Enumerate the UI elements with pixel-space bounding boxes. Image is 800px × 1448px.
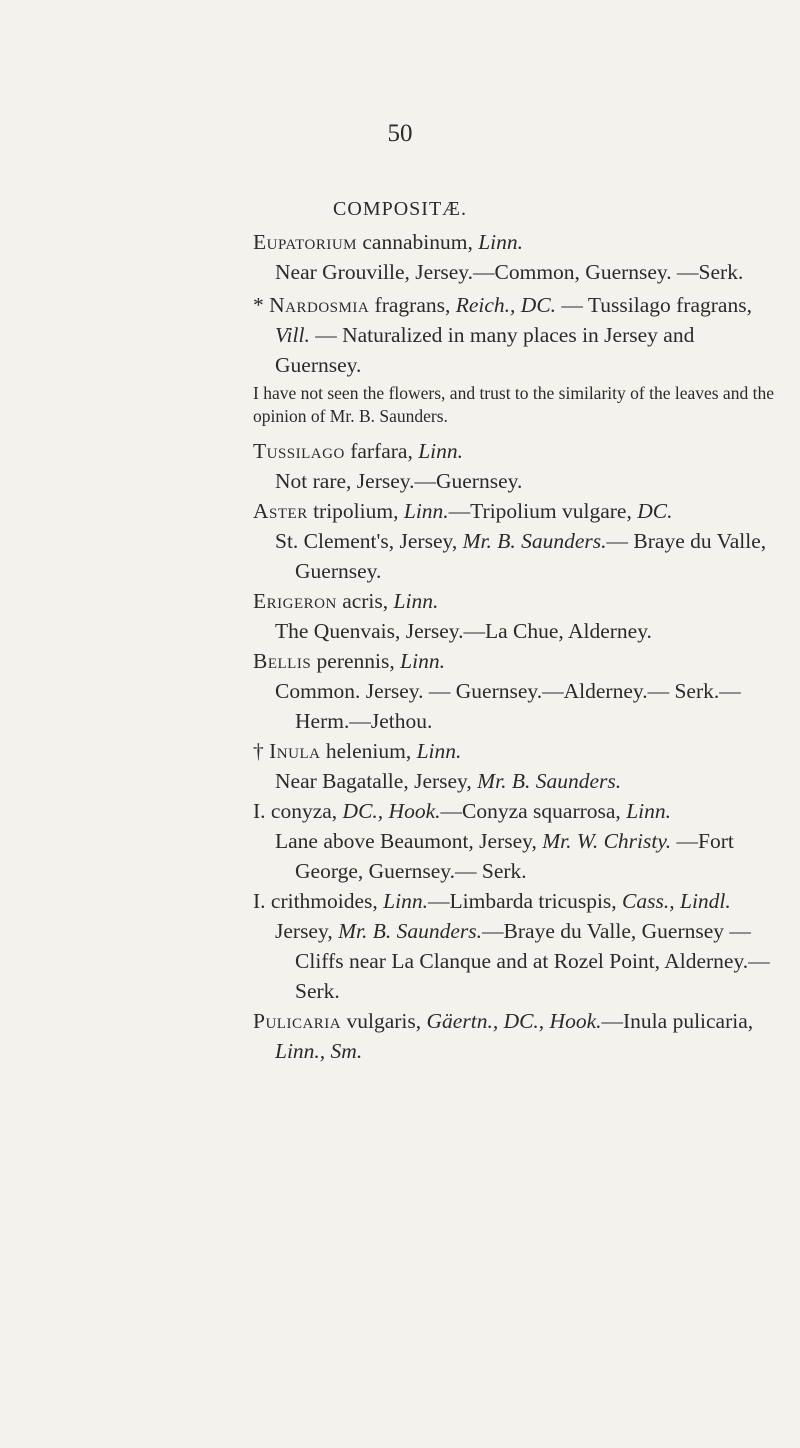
authority: Linn.	[416, 739, 462, 763]
species-entry-erigeron	[253, 586, 783, 616]
species-entry-aster	[253, 496, 783, 526]
authority: Linn.	[403, 499, 449, 523]
locality-text: Near Grouville, Jersey.—Common, Guernsey. —Serk.	[275, 260, 744, 284]
genus-name: Inula	[269, 739, 321, 763]
species-name: perennis,	[311, 649, 401, 673]
locality-text: —Fort George, Guernsey.— Serk.	[295, 829, 734, 883]
locality-entry	[253, 826, 783, 886]
locality-text: Common. Jersey. — Guernsey.—Alderney.— Serk.—Herm.—Jethou.	[275, 679, 741, 733]
species-entry-inula-crithmoides	[253, 886, 783, 916]
species-entry-inula-helenium	[253, 736, 783, 766]
genus-name: Aster	[253, 499, 308, 523]
section-title: COMPOSITÆ.	[333, 198, 467, 220]
genus-name: Erigeron	[253, 589, 337, 613]
species-entry-nardosmia	[253, 290, 783, 380]
synonym-text: — Tussilago fragrans,	[556, 293, 752, 317]
species-entry-bellis	[253, 646, 783, 676]
collector: Mr. B. Saunders.	[338, 919, 483, 943]
collector: Mr. B. Saunders.	[477, 769, 622, 793]
locality-text: —Braye du Valle, Guernsey —Cliffs near La Clanque and at Rozel Point, Alderney.—Serk.	[295, 919, 770, 1003]
locality-entry	[253, 526, 783, 586]
locality-text: — Braye du Valle, Guernsey.	[295, 529, 767, 583]
synonym-authority: DC.	[637, 499, 673, 523]
authority: Reich., DC.	[455, 293, 557, 317]
genus-name: Bellis	[253, 649, 312, 673]
species-name: cannabinum,	[357, 230, 479, 254]
collector: Mr. B. Saunders.	[462, 529, 607, 553]
authority: Linn.	[418, 439, 464, 463]
genus-name: Eupatorium	[253, 230, 357, 254]
species-name: acris,	[336, 589, 394, 613]
species-entry-pulicaria	[253, 1006, 783, 1066]
species-entry-eupatorium	[253, 227, 783, 257]
synonym-authority: Linn., Sm.	[275, 1039, 363, 1063]
species-name: tripolium,	[307, 499, 404, 523]
synonym-text: —Inula pulicaria,	[601, 1009, 754, 1033]
asterisk-mark: *	[253, 293, 270, 317]
species-name: I. conyza,	[253, 799, 343, 823]
footnote: I have not seen the flowers, and trust to the similarity of the leaves and the opinion of Mr. B. Saunders.	[253, 383, 774, 426]
synonym-authority: Linn.	[626, 799, 671, 823]
genus-name: Nardosmia	[269, 293, 370, 317]
species-name: helenium,	[320, 739, 417, 763]
locality-text: Near Bagatalle, Jersey,	[275, 769, 478, 793]
locality-text: Lane above Beaumont, Jersey,	[275, 829, 543, 853]
locality-entry	[253, 916, 783, 1006]
authority: Linn.	[393, 589, 439, 613]
synonym-text: —Tripolium vulgare,	[448, 499, 638, 523]
authority: DC., Hook.	[342, 799, 441, 823]
species-list	[253, 227, 783, 1066]
authority: Linn.	[400, 649, 445, 673]
species-entry-inula-conyza	[253, 796, 783, 826]
genus-name: Tussilago	[253, 439, 345, 463]
species-name: I. crithmoides,	[253, 889, 384, 913]
synonym-text: —Conyza squarrosa,	[440, 799, 627, 823]
locality-text: The Quenvais, Jersey.—La Chue, Alderney.	[275, 619, 652, 643]
locality-text: Jersey,	[275, 919, 339, 943]
collector: Mr. W. Christy.	[542, 829, 672, 853]
locality-entry	[253, 766, 783, 796]
species-name: farfara,	[344, 439, 419, 463]
locality-text: Not rare, Jersey.—Guernsey.	[275, 469, 523, 493]
species-name: vulgaris,	[341, 1009, 427, 1033]
synonym-authority: Cass., Lindl.	[622, 889, 731, 913]
synonym-text: —Limbarda tricuspis,	[427, 889, 623, 913]
authority: Linn.	[383, 889, 428, 913]
dagger-mark: †	[253, 739, 270, 763]
species-entry-tussilago	[253, 436, 783, 466]
authority: Gäertn., DC., Hook.	[426, 1009, 602, 1033]
synonym-authority: Vill.	[275, 323, 310, 347]
species-name: fragrans,	[369, 293, 456, 317]
locality-text: — Naturalized in many places in Jersey and Guernsey.	[275, 323, 695, 377]
authority: Linn.	[478, 230, 524, 254]
page-number: 50	[387, 120, 413, 147]
locality-text: St. Clement's, Jersey,	[275, 529, 463, 553]
genus-name: Pulicaria	[253, 1009, 342, 1033]
